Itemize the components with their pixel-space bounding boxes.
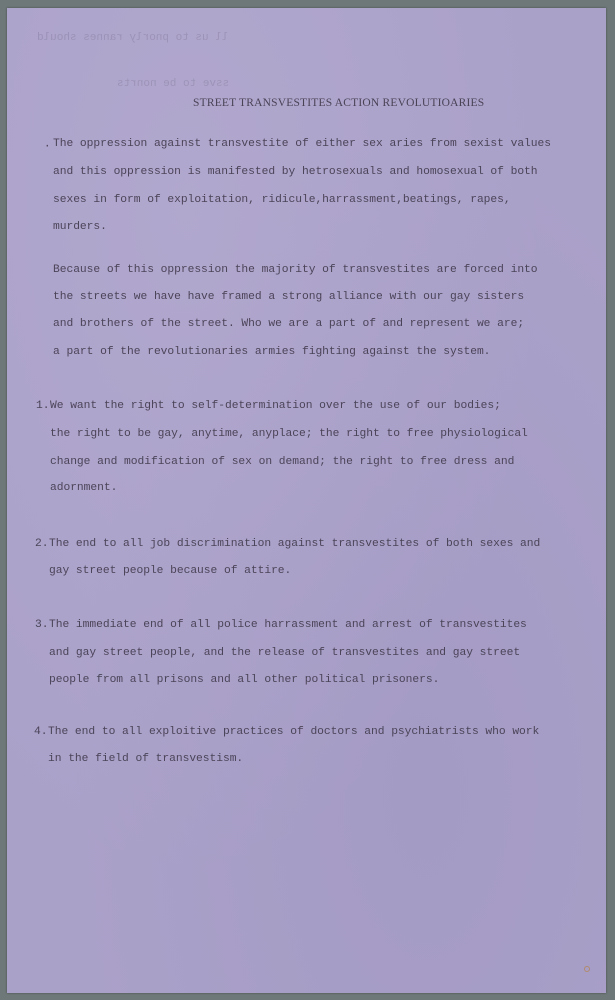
intro-1-line: sexes in form of exploitation, ridicule,harrassment,beatings, rapes, xyxy=(53,194,511,206)
intro-2-line: Because of this oppression the majority of transvestites are forced into xyxy=(53,264,538,276)
demand-3-line: people from all prisons and all other political prisoners. xyxy=(49,674,440,686)
intro-2-line: the streets we have have framed a strong alliance with our gay sisters xyxy=(53,291,525,303)
bleed-through-text: ssve to be nonrts xyxy=(117,78,230,90)
intro-2-line: a part of the revolutionaries armies fighting against the system. xyxy=(53,346,491,358)
paper-mark xyxy=(584,966,590,972)
bleed-through-text: ll us to pnorly rannes should xyxy=(37,32,229,44)
intro-1-line: murders. xyxy=(53,221,107,233)
demand-2-line: The end to all job discrimination against transvestites of both sexes and xyxy=(49,538,541,550)
demand-3-line: and gay street people, and the release of transvestites and gay street xyxy=(49,647,521,659)
demand-1-line: adornment. xyxy=(50,482,118,494)
document-title: STREET TRANSVESTITES ACTION REVOLUTIOARIES xyxy=(193,97,485,109)
demand-4-line: in the field of transvestism. xyxy=(48,753,244,765)
demand-1-line: change and modification of sex on demand; the right to free dress and xyxy=(50,456,515,468)
demand-2-line: gay street people because of attire. xyxy=(49,565,292,577)
demand-number: 4. xyxy=(34,726,48,738)
demand-number: 3. xyxy=(35,619,49,631)
demand-number: 1. xyxy=(36,400,50,412)
document-page xyxy=(7,8,606,993)
intro-1-line: The oppression against transvestite of either sex aries from sexist values xyxy=(53,138,551,150)
demand-4-line: The end to all exploitive practices of doctors and psychiatrists who work xyxy=(48,726,540,738)
bullet-mark: · xyxy=(44,141,51,153)
demand-number: 2. xyxy=(35,538,49,550)
intro-1-line: and this oppression is manifested by hetrosexuals and homosexual of both xyxy=(53,166,538,178)
demand-1-line: We want the right to self-determination over the use of our bodies; xyxy=(50,400,501,412)
demand-3-line: The immediate end of all police harrassment and arrest of transvestites xyxy=(49,619,527,631)
intro-2-line: and brothers of the street. Who we are a part of and represent we are; xyxy=(53,318,525,330)
demand-1-line: the right to be gay, anytime, anyplace; the right to free physiological xyxy=(50,428,528,440)
